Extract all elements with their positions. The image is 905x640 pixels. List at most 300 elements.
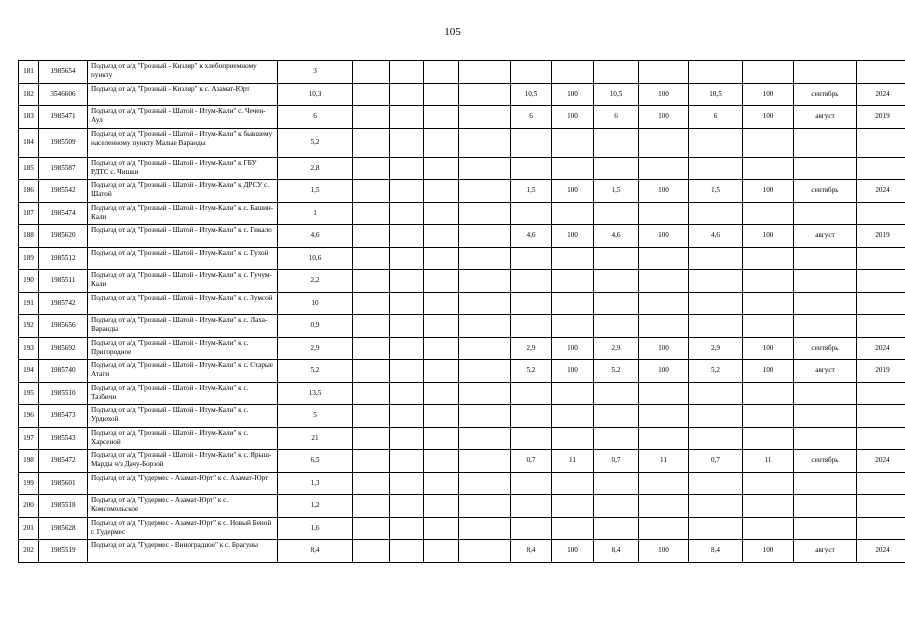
road-length: 4,6 (278, 225, 353, 248)
cell-percent-a (552, 202, 594, 225)
cell-col8 (459, 270, 511, 293)
cell-percent-c (743, 61, 794, 84)
cell-col8 (459, 61, 511, 84)
cell-col5 (353, 427, 390, 450)
cell-col5 (353, 225, 390, 248)
cell-col6 (390, 157, 424, 180)
cell-col5 (353, 472, 390, 495)
cell-col6 (390, 427, 424, 450)
road-code: 1985692 (39, 337, 88, 360)
cell-col5 (353, 128, 390, 157)
cell-col5 (353, 106, 390, 129)
cell-length-b (594, 382, 639, 405)
road-code: 1985471 (39, 106, 88, 129)
cell-col7 (424, 83, 459, 106)
cell-col7 (424, 427, 459, 450)
cell-col8 (459, 495, 511, 518)
cell-year (857, 427, 905, 450)
row-number: 187 (19, 202, 39, 225)
cell-col5 (353, 337, 390, 360)
cell-col7 (424, 61, 459, 84)
row-number: 185 (19, 157, 39, 180)
cell-length-b: 1,5 (594, 180, 639, 203)
cell-length-c (689, 61, 743, 84)
cell-month: август (794, 225, 857, 248)
cell-percent-a (552, 427, 594, 450)
cell-percent-b (639, 157, 689, 180)
cell-col6 (390, 382, 424, 405)
cell-col7 (424, 360, 459, 383)
cell-length-b (594, 270, 639, 293)
road-code: 1985543 (39, 427, 88, 450)
cell-percent-b (639, 315, 689, 338)
cell-col8 (459, 225, 511, 248)
cell-percent-b (639, 382, 689, 405)
cell-percent-c (743, 202, 794, 225)
cell-col6 (390, 202, 424, 225)
cell-col6 (390, 360, 424, 383)
cell-percent-c: 100 (743, 540, 794, 563)
table-row (19, 427, 905, 450)
cell-col6 (390, 180, 424, 203)
cell-length-a: 10,5 (511, 83, 552, 106)
road-name: Подъезд от а/д "Грозный - Шатой - Итум-Кали" к с. Старые Атаги (88, 360, 278, 383)
cell-col7 (424, 128, 459, 157)
cell-percent-a (552, 472, 594, 495)
cell-length-c: 5,2 (689, 360, 743, 383)
table-row (19, 157, 905, 180)
road-code: 1985742 (39, 292, 88, 315)
cell-length-a (511, 315, 552, 338)
cell-col5 (353, 315, 390, 338)
cell-month (794, 315, 857, 338)
cell-year: 2024 (857, 83, 905, 106)
cell-percent-b: 100 (639, 180, 689, 203)
road-code: 1985519 (39, 540, 88, 563)
cell-percent-c (743, 405, 794, 428)
cell-year (857, 292, 905, 315)
row-number: 198 (19, 450, 39, 473)
cell-col7 (424, 180, 459, 203)
cell-percent-b: 11 (639, 450, 689, 473)
cell-length-a: 1,5 (511, 180, 552, 203)
table-row (19, 360, 905, 383)
cell-col6 (390, 83, 424, 106)
table-row (19, 472, 905, 495)
cell-length-c (689, 495, 743, 518)
cell-length-b (594, 472, 639, 495)
row-number: 197 (19, 427, 39, 450)
cell-col7 (424, 472, 459, 495)
road-code: 1985601 (39, 472, 88, 495)
cell-percent-b (639, 270, 689, 293)
cell-length-c (689, 472, 743, 495)
cell-percent-c: 100 (743, 225, 794, 248)
cell-year: 2019 (857, 360, 905, 383)
road-code: 1985511 (39, 270, 88, 293)
road-name: Подъезд от а/д "Гудермес - Виноградное" к с. Брагуны (88, 540, 278, 563)
cell-col5 (353, 495, 390, 518)
cell-length-c: 8,4 (689, 540, 743, 563)
cell-col6 (390, 472, 424, 495)
row-number: 201 (19, 517, 39, 540)
cell-length-a (511, 517, 552, 540)
cell-percent-b (639, 202, 689, 225)
cell-length-b: 0,7 (594, 450, 639, 473)
road-code: 1985654 (39, 61, 88, 84)
road-name: Подъезд от а/д "Грозный - Кизляр" к хлебоприемному пункту (88, 61, 278, 84)
cell-percent-a: 100 (552, 540, 594, 563)
table-row (19, 180, 905, 203)
cell-percent-a: 100 (552, 83, 594, 106)
cell-col5 (353, 540, 390, 563)
cell-col5 (353, 405, 390, 428)
cell-length-a (511, 270, 552, 293)
cell-length-c: 0,7 (689, 450, 743, 473)
cell-col7 (424, 315, 459, 338)
road-code: 1985474 (39, 202, 88, 225)
cell-percent-b (639, 405, 689, 428)
cell-length-a (511, 157, 552, 180)
cell-year (857, 517, 905, 540)
cell-month: сентябрь (794, 337, 857, 360)
cell-col8 (459, 450, 511, 473)
cell-length-a (511, 427, 552, 450)
cell-month: сентябрь (794, 450, 857, 473)
cell-length-b (594, 315, 639, 338)
road-name: Подъезд от а/д "Грозный - Шатой - Итум-Кали" к с. Тазбичи (88, 382, 278, 405)
cell-col8 (459, 360, 511, 383)
cell-length-a (511, 202, 552, 225)
cell-year: 2024 (857, 337, 905, 360)
cell-year: 2019 (857, 225, 905, 248)
cell-percent-a (552, 270, 594, 293)
cell-year (857, 405, 905, 428)
road-code: 1985587 (39, 157, 88, 180)
cell-percent-c: 11 (743, 450, 794, 473)
cell-percent-a (552, 247, 594, 270)
road-name: Подъезд от а/д "Грозный - Шатой - Итум-Кали" к ГБУ РДТС с. Чишки (88, 157, 278, 180)
road-name: Подъезд от а/д "Грозный - Кизляр" к с. Азамат-Юрт (88, 83, 278, 106)
road-name: Подъезд от а/д "Грозный - Шатой - Итум-Кали" к с. Лаха-Варанды (88, 315, 278, 338)
road-length: 10 (278, 292, 353, 315)
cell-percent-b (639, 247, 689, 270)
row-number: 192 (19, 315, 39, 338)
row-number: 182 (19, 83, 39, 106)
cell-month (794, 382, 857, 405)
cell-col7 (424, 292, 459, 315)
cell-length-c: 6 (689, 106, 743, 129)
road-name: Подъезд от а/д "Гудермес - Азамат-Юрт" к с. Азамат-Юрт (88, 472, 278, 495)
row-number: 195 (19, 382, 39, 405)
row-number: 190 (19, 270, 39, 293)
cell-percent-a (552, 495, 594, 518)
road-code: 1985740 (39, 360, 88, 383)
cell-percent-b (639, 472, 689, 495)
road-length: 10,3 (278, 83, 353, 106)
cell-length-c (689, 405, 743, 428)
cell-length-c (689, 247, 743, 270)
table-row (19, 247, 905, 270)
cell-percent-c (743, 517, 794, 540)
table-row (19, 106, 905, 129)
cell-length-a: 8,4 (511, 540, 552, 563)
row-number: 181 (19, 61, 39, 84)
road-length: 5,2 (278, 128, 353, 157)
table-row (19, 540, 905, 563)
cell-col7 (424, 405, 459, 428)
cell-length-a (511, 247, 552, 270)
cell-length-c (689, 517, 743, 540)
cell-col7 (424, 337, 459, 360)
cell-col8 (459, 106, 511, 129)
cell-col7 (424, 517, 459, 540)
cell-length-b: 2,9 (594, 337, 639, 360)
cell-length-b: 10,5 (594, 83, 639, 106)
cell-length-a: 0,7 (511, 450, 552, 473)
roads-table (18, 60, 905, 563)
cell-month (794, 157, 857, 180)
cell-col6 (390, 517, 424, 540)
cell-length-b (594, 292, 639, 315)
cell-year (857, 247, 905, 270)
cell-year (857, 61, 905, 84)
cell-col7 (424, 495, 459, 518)
cell-year: 2024 (857, 540, 905, 563)
cell-length-b: 8,4 (594, 540, 639, 563)
road-code: 3546606 (39, 83, 88, 106)
cell-percent-c: 100 (743, 337, 794, 360)
cell-percent-a (552, 405, 594, 428)
table-row (19, 61, 905, 84)
cell-length-a (511, 292, 552, 315)
cell-col5 (353, 202, 390, 225)
cell-percent-a: 100 (552, 360, 594, 383)
cell-col8 (459, 247, 511, 270)
cell-percent-b: 100 (639, 83, 689, 106)
row-number: 183 (19, 106, 39, 129)
row-number: 200 (19, 495, 39, 518)
cell-length-c: 10,5 (689, 83, 743, 106)
road-code: 1985518 (39, 495, 88, 518)
cell-percent-a: 100 (552, 180, 594, 203)
cell-col5 (353, 517, 390, 540)
cell-month: август (794, 360, 857, 383)
table-row (19, 405, 905, 428)
cell-col5 (353, 83, 390, 106)
cell-col6 (390, 225, 424, 248)
cell-percent-b (639, 128, 689, 157)
cell-percent-a: 100 (552, 225, 594, 248)
cell-month (794, 270, 857, 293)
cell-month (794, 495, 857, 518)
cell-percent-a (552, 382, 594, 405)
row-number: 202 (19, 540, 39, 563)
cell-month: сентябрь (794, 83, 857, 106)
cell-length-b: 6 (594, 106, 639, 129)
cell-col7 (424, 247, 459, 270)
road-name: Подъезд от а/д "Грозный - Шатой - Итум-Кали" к с. Башин-Кали (88, 202, 278, 225)
cell-month: сентябрь (794, 180, 857, 203)
cell-col8 (459, 517, 511, 540)
cell-length-c (689, 382, 743, 405)
table-row (19, 292, 905, 315)
cell-col8 (459, 315, 511, 338)
cell-col7 (424, 106, 459, 129)
row-number: 196 (19, 405, 39, 428)
cell-length-a (511, 61, 552, 84)
road-length: 6,5 (278, 450, 353, 473)
road-name: Подъезд от а/д "Грозный - Шатой - Итум-Кали" к с. Пригородное (88, 337, 278, 360)
road-length: 13,5 (278, 382, 353, 405)
cell-length-a (511, 495, 552, 518)
cell-year (857, 382, 905, 405)
table-row (19, 315, 905, 338)
cell-month (794, 292, 857, 315)
cell-length-b (594, 157, 639, 180)
cell-percent-a (552, 315, 594, 338)
cell-length-a: 4,6 (511, 225, 552, 248)
cell-length-b (594, 61, 639, 84)
cell-percent-c: 100 (743, 106, 794, 129)
cell-percent-a (552, 128, 594, 157)
cell-year: 2019 (857, 106, 905, 129)
road-length: 2,2 (278, 270, 353, 293)
cell-percent-c (743, 472, 794, 495)
cell-year (857, 495, 905, 518)
cell-col8 (459, 540, 511, 563)
cell-length-b (594, 128, 639, 157)
cell-year (857, 315, 905, 338)
road-code: 1985656 (39, 315, 88, 338)
road-code: 1985509 (39, 128, 88, 157)
cell-year: 2024 (857, 180, 905, 203)
cell-percent-a (552, 517, 594, 540)
cell-col6 (390, 495, 424, 518)
cell-length-a (511, 405, 552, 428)
page-number: 105 (444, 26, 461, 38)
row-number: 188 (19, 225, 39, 248)
cell-col8 (459, 382, 511, 405)
cell-length-a: 6 (511, 106, 552, 129)
cell-percent-c: 100 (743, 360, 794, 383)
cell-percent-a: 11 (552, 450, 594, 473)
cell-length-c: 4,6 (689, 225, 743, 248)
cell-length-a (511, 472, 552, 495)
cell-month: август (794, 106, 857, 129)
cell-month (794, 517, 857, 540)
road-name: Подъезд от а/д "Грозный - Шатой - Итум-Кали" к ДРСУ с. Шатой (88, 180, 278, 203)
cell-col7 (424, 202, 459, 225)
cell-percent-c: 100 (743, 83, 794, 106)
road-length: 1 (278, 202, 353, 225)
cell-col6 (390, 315, 424, 338)
cell-col8 (459, 337, 511, 360)
cell-length-b (594, 517, 639, 540)
cell-length-c (689, 128, 743, 157)
cell-percent-c (743, 270, 794, 293)
cell-length-b: 4,6 (594, 225, 639, 248)
cell-percent-b: 100 (639, 337, 689, 360)
road-length: 6 (278, 106, 353, 129)
road-length: 1,6 (278, 517, 353, 540)
road-length: 8,4 (278, 540, 353, 563)
road-length: 21 (278, 427, 353, 450)
table-row (19, 495, 905, 518)
road-code: 1985620 (39, 225, 88, 248)
cell-col8 (459, 472, 511, 495)
cell-col8 (459, 157, 511, 180)
table-body (19, 61, 905, 563)
road-name: Подъезд от а/д "Грозный - Шатой - Итум-Кали" к с. Ярыш-Марды ч/з Дачу-Борзой (88, 450, 278, 473)
cell-col8 (459, 292, 511, 315)
road-code: 1985510 (39, 382, 88, 405)
road-code: 1985512 (39, 247, 88, 270)
cell-length-c (689, 270, 743, 293)
cell-length-b (594, 202, 639, 225)
table-row (19, 270, 905, 293)
cell-percent-c (743, 292, 794, 315)
cell-length-c (689, 157, 743, 180)
cell-col7 (424, 225, 459, 248)
cell-year (857, 157, 905, 180)
road-name: Подъезд от а/д "Грозный - Шатой - Итум-Кали" к с. Гикало (88, 225, 278, 248)
cell-percent-b (639, 427, 689, 450)
cell-col7 (424, 540, 459, 563)
row-number: 193 (19, 337, 39, 360)
cell-percent-c (743, 157, 794, 180)
cell-col7 (424, 450, 459, 473)
cell-percent-c (743, 382, 794, 405)
cell-month (794, 405, 857, 428)
road-name: Подъезд от а/д "Грозный - Шатой - Итум-Кали" с. Чечен-Аул (88, 106, 278, 129)
cell-col5 (353, 450, 390, 473)
road-length: 1,2 (278, 495, 353, 518)
cell-percent-b (639, 61, 689, 84)
cell-length-b (594, 427, 639, 450)
road-name: Подъезд от а/д "Грозный - Шатой - Итум-Кали" к с. Гучум-Кали (88, 270, 278, 293)
cell-month (794, 202, 857, 225)
road-code: 1985472 (39, 450, 88, 473)
table-row (19, 83, 905, 106)
cell-length-c (689, 315, 743, 338)
road-length: 2,8 (278, 157, 353, 180)
cell-length-c (689, 292, 743, 315)
cell-col8 (459, 427, 511, 450)
cell-percent-a (552, 61, 594, 84)
cell-length-a: 5,2 (511, 360, 552, 383)
cell-col8 (459, 83, 511, 106)
cell-col7 (424, 382, 459, 405)
cell-year: 2024 (857, 450, 905, 473)
road-length: 10,6 (278, 247, 353, 270)
road-name: Подъезд от а/д "Грозный - Шатой - Итум-Кали" к с. Урдюхой (88, 405, 278, 428)
cell-percent-a (552, 157, 594, 180)
cell-length-a (511, 382, 552, 405)
row-number: 189 (19, 247, 39, 270)
cell-col8 (459, 405, 511, 428)
cell-percent-b (639, 292, 689, 315)
cell-col6 (390, 106, 424, 129)
table-row (19, 450, 905, 473)
cell-year (857, 472, 905, 495)
road-length: 0,9 (278, 315, 353, 338)
table-row (19, 517, 905, 540)
cell-percent-b: 100 (639, 106, 689, 129)
cell-col5 (353, 247, 390, 270)
cell-col6 (390, 270, 424, 293)
cell-col6 (390, 405, 424, 428)
